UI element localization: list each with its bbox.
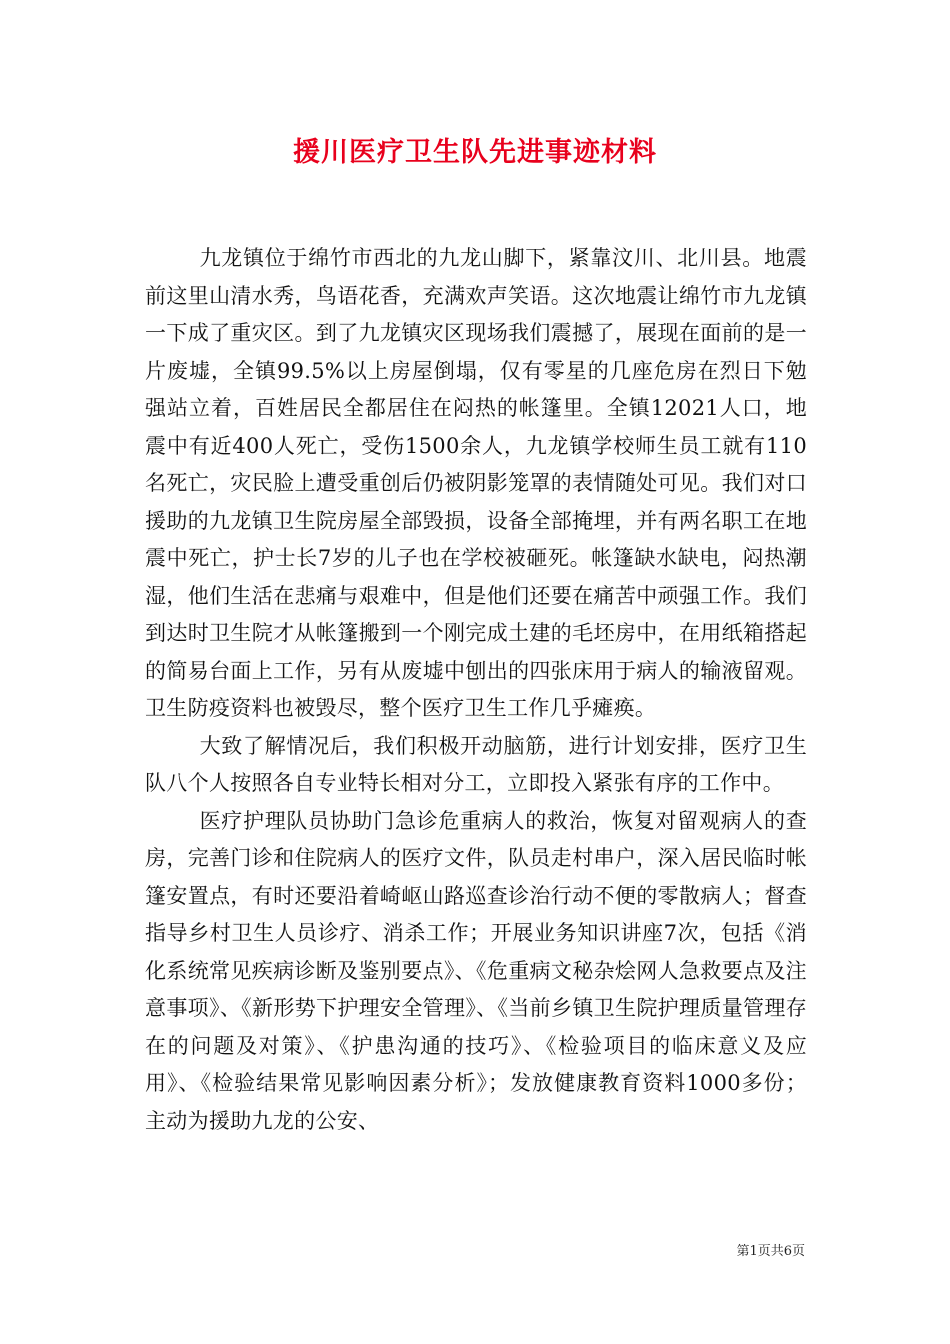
document-body (145, 240, 807, 1140)
body-paragraph: 九龙镇位于绵竹市西北的九龙山脚下，紧靠汶川、北川县。地震前这里山清水秀，鸟语花香，充满欢声笑语。这次地震让绵竹市九龙镇一下成了重灾区。到了九龙镇灾区现场我们震撼了，展现在面前的是一片废墟，全镇99.5%以上房屋倒塌，仅有零星的几座危房在烈日下勉强站立着，百姓居民全都居住在闷热的帐篷里。全镇12021人口，地震中有近400人死亡，受伤1500余人，九龙镇学校师生员工就有110名死亡，灾民脸上遭受重创后仍被阴影笼罩的表情随处可见。我们对口援助的九龙镇卫生院房屋全部毁损，设备全部掩埋，并有两名职工在地震中死亡，护士长7岁的儿子也在学校被砸死。帐篷缺水缺电，闷热潮湿，他们生活在悲痛与艰难中，但是他们还要在痛苦中顽强工作。我们到达时卫生院才从帐篷搬到一个刚完成土建的毛坯房中，在用纸箱搭起的简易台面上工作，另有从废墟中刨出的四张床用于病人的输液留观。卫生防疫资料也被毁尽，整个医疗卫生工作几乎瘫痪。 (145, 246, 807, 720)
body-paragraph: 医疗护理队员协助门急诊危重病人的救治，恢复对留观病人的查房，完善门诊和住院病人的医疗文件，队员走村串户，深入居民临时帐篷安置点，有时还要沿着崎岖山路巡查诊治行动不便的零散病人；督查指导乡村卫生人员诊疗、消杀工作；开展业务知识讲座7次，包括《消化系统常见疾病诊断及鉴别要点》、《危重病文秘杂烩网人急救要点及注意事项》、《新形势下护理安全管理》、《当前乡镇卫生院护理质量管理存在的问题及对策》、《护患沟通的技巧》、《检验项目的临床意义及应用》、《检验结果常见影响因素分析》；发放健康教育资料1000多份；主动为援助九龙的公安、 (145, 808, 807, 1133)
body-paragraph: 大致了解情况后，我们积极开动脑筋，进行计划安排，医疗卫生队八个人按照各自专业特长相对分工，立即投入紧张有序的工作中。 (145, 733, 807, 795)
document-title: 援川医疗卫生队先进事迹材料 (293, 137, 657, 168)
page-number: 第1页共6页 (736, 1244, 805, 1259)
